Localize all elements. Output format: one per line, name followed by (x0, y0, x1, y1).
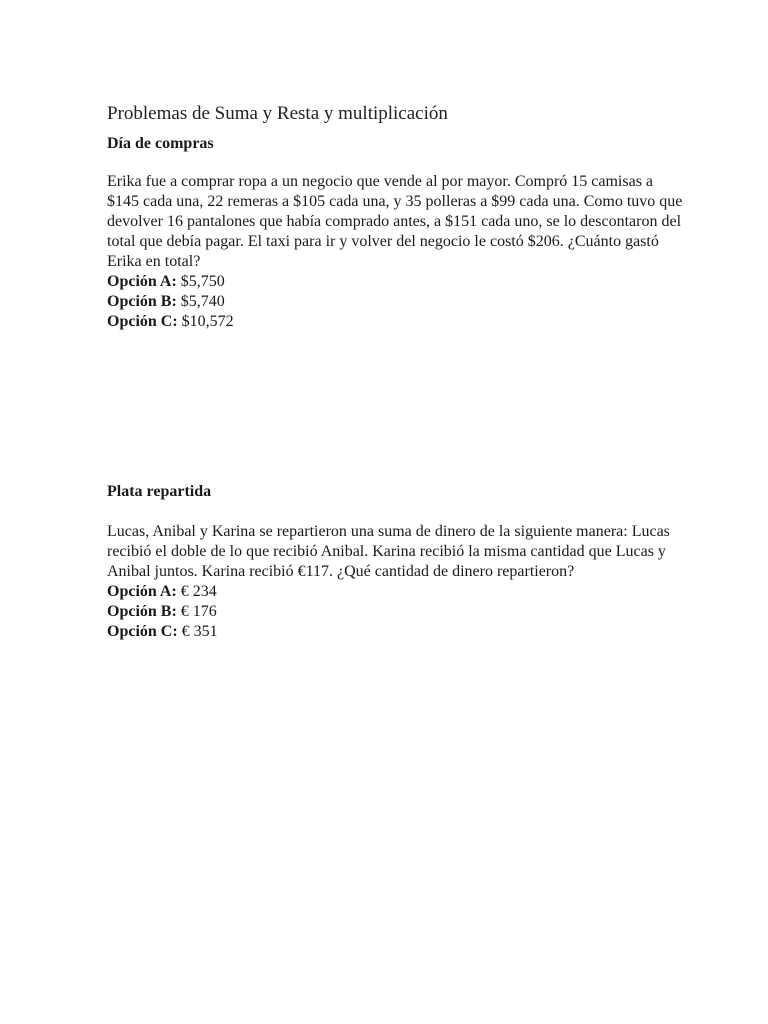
answer-option-b (107, 602, 687, 622)
problem-section-shopping (107, 134, 687, 332)
option-label: Opción A: (107, 273, 177, 290)
problem-heading: Día de compras (107, 135, 214, 152)
problem-statement: Lucas, Anibal y Karina se repartieron una suma de dinero de la siguiente manera: Lucas recibió el doble de lo que recibió Anibal. Karina recibió la misma cantidad que Lucas y Anibal juntos. Karina recibió €117. ¿Qué cantidad de dinero repartieron? (107, 523, 670, 580)
option-value: $10,572 (177, 313, 234, 330)
answer-option-c (107, 622, 687, 642)
option-value: € 176 (176, 603, 217, 620)
answer-option-c (107, 312, 687, 332)
option-value: € 351 (177, 623, 218, 640)
option-label: Opción C: (107, 623, 178, 640)
problem-heading: Plata repartida (107, 483, 212, 500)
option-label: Opción C: (107, 313, 178, 330)
answer-option-a (107, 272, 687, 292)
problem-section-money-split (107, 482, 687, 642)
document-page (107, 100, 687, 640)
option-value: $5,750 (176, 273, 225, 290)
page-title: Problemas de Suma y Resta y multiplicación (107, 103, 448, 124)
option-value: € 234 (176, 583, 217, 600)
answer-option-b (107, 292, 687, 312)
answer-option-a (107, 582, 687, 602)
option-value: $5,740 (176, 293, 225, 310)
option-label: Opción B: (107, 293, 177, 310)
problem-statement: Erika fue a comprar ropa a un negocio que vende al por mayor. Compró 15 camisas a $145 cada una, 22 remeras a $105 cada una, y 35 polleras a $99 cada una. Como tuvo que devolver 16 pantalones que había comprado antes, a $151 cada uno, se lo descontaron del total que debía pagar. El taxi para ir y volver del negocio le costó $206. ¿Cuánto gastó Erika en total? (107, 173, 683, 270)
option-label: Opción A: (107, 583, 177, 600)
option-label: Opción B: (107, 603, 177, 620)
